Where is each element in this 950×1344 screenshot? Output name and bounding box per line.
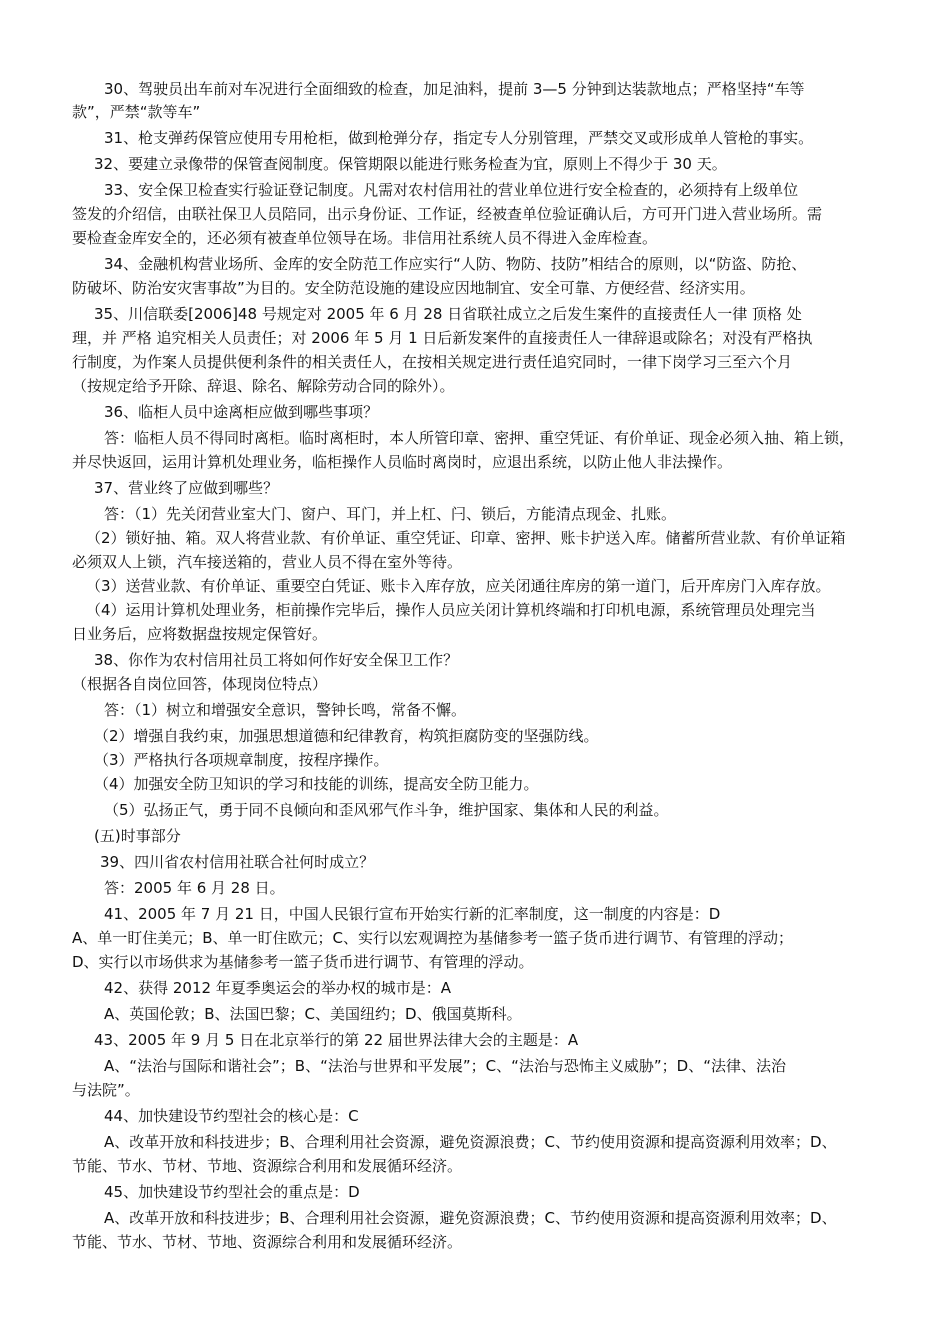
text-line: 30、驾驶员出车前对车况进行全面细致的检查，加足油料，提前 3—5 分钟到达装款地点；严格坚持“车等: [104, 80, 805, 98]
text-line: 必须双人上锁，汽车接送箱的，营业人员不得在室外等待。: [72, 553, 463, 571]
text-line: （3）严格执行各项规章制度，按程序操作。: [94, 751, 389, 769]
text-line: （按规定给予开除、辞退、除名、解除劳动合同的除外）。: [72, 377, 455, 395]
text-line: 答：（1）先关闭营业室大门、窗户、耳门，并上杠、闩、锁后，方能清点现金、扎账。: [104, 505, 677, 523]
text-line: 43、2005 年 9 月 5 日在北京举行的第 22 届世界法律大会的主题是：A: [94, 1031, 579, 1049]
text-line: 35、川信联委[2006]48 号规定对 2005 年 6 月 28 日省联社成立之后发生案件的直接责任人一律 顶格 处: [94, 305, 802, 323]
text-line: （2）锁好抽、箱。双人将营业款、有价单证、重空凭证、印章、密押、账卡护送入库。储蓄所营业款、有价单证箱: [86, 529, 846, 547]
text-line: 32、要建立录像带的保管查阅制度。保管期限以能进行账务检查为宜，原则上不得少于 30 天。: [94, 155, 727, 173]
text-line: 42、获得 2012 年夏季奥运会的举办权的城市是：A: [104, 979, 452, 997]
text-line: 34、金融机构营业场所、金库的安全防范工作应实行“人防、物防、技防”相结合的原则，以“防盗、防抢、: [104, 255, 807, 273]
text-line: 防破坏、防治安灾害事故”为目的。安全防范设施的建设应因地制宜、安全可靠、方便经营、经济实用。: [72, 279, 755, 297]
text-line: （根据各自岗位回答，体现岗位特点）: [72, 675, 328, 693]
text-line: 理，并 严格 追究相关人员责任；对 2006 年 5 月 1 日后新发案件的直接责任人一律辞退或除名；对没有严格执: [72, 329, 813, 347]
text-line: 节能、节水、节材、节地、资源综合利用和发展循环经济。: [72, 1157, 463, 1175]
text-line: 节能、节水、节材、节地、资源综合利用和发展循环经济。: [72, 1233, 463, 1251]
text-line: 39、四川省农村信用社联合社何时成立？: [100, 853, 375, 871]
text-line: （2）增强自我约束，加强思想道德和纪律教育，构筑拒腐防变的坚强防线。: [94, 727, 599, 745]
text-line: 并尽快返回，运用计算机处理业务，临柜操作人员临时离岗时，应退出系统，以防止他人非法操作。: [72, 453, 733, 471]
text-line: A、改革开放和科技进步；B、合理利用社会资源，避免资源浪费；C、节约使用资源和提高资源利用效率；D、: [104, 1133, 837, 1151]
text-line: 答：2005 年 6 月 28 日。: [104, 879, 285, 897]
text-line: 行制度，为作案人员提供便利条件的相关责任人，在按相关规定进行责任追究同时，一律下岗学习三至六个月: [72, 353, 793, 371]
text-line: (五)时事部分: [94, 827, 181, 845]
text-line: A、英国伦敦；B、法国巴黎；C、美国纽约；D、俄国莫斯科。: [104, 1005, 522, 1023]
text-line: 要检查金库安全的，还必须有被查单位领导在场。非信用社系统人员不得进入金库检查。: [72, 229, 658, 247]
text-line: 41、2005 年 7 月 21 日，中国人民银行宣布开始实行新的汇率制度，这一制度的内容是：D: [104, 905, 721, 923]
text-line: 日业务后，应将数据盘按规定保管好。: [72, 625, 328, 643]
text-line: （4）加强安全防卫知识的学习和技能的训练，提高安全防卫能力。: [94, 775, 539, 793]
text-line: 36、临柜人员中途离柜应做到哪些事项？: [104, 403, 379, 421]
text-line: A、“法治与国际和谐社会”；B、“法治与世界和平发展”；C、“法治与恐怖主义威胁”；D、“法律、法治: [104, 1057, 786, 1075]
text-line: 签发的介绍信，由联社保卫人员陪同，出示身份证、工作证，经被查单位验证确认后，方可开门进入营业场所。需: [72, 205, 823, 223]
text-line: 45、加快建设节约型社会的重点是：D: [104, 1183, 360, 1201]
text-line: A、单一盯住美元；B、单一盯住欧元；C、实行以宏观调控为基储参考一篮子货币进行调节、有管理的浮动；: [72, 929, 794, 947]
text-line: 答：（1）树立和增强安全意识，警钟长鸣，常备不懈。: [104, 701, 467, 719]
text-line: 33、安全保卫检查实行验证登记制度。凡需对农村信用社的营业单位进行安全检查的，必须持有上级单位: [104, 181, 799, 199]
text-line: A、改革开放和科技进步；B、合理利用社会资源，避免资源浪费；C、节约使用资源和提高资源利用效率；D、: [104, 1209, 837, 1227]
text-line: 款”，严禁“款等车”: [72, 103, 201, 121]
text-line: 答：临柜人员不得同时离柜。临时离柜时，本人所管印章、密押、重空凭证、有价单证、现金必须入抽、箱上锁，: [104, 429, 855, 447]
text-line: 44、加快建设节约型社会的核心是：C: [104, 1107, 359, 1125]
text-line: （4）运用计算机处理业务，柜前操作完毕后，操作人员应关闭计算机终端和打印机电源，系统管理员处理完当: [86, 601, 816, 619]
text-line: （5）弘扬正气，勇于同不良倾向和歪风邪气作斗争，维护国家、集体和人民的利益。: [104, 801, 669, 819]
text-line: 37、营业终了应做到哪些？: [94, 479, 279, 497]
text-line: 38、你作为农村信用社员工将如何作好安全保卫工作？: [94, 651, 459, 669]
text-line: D、实行以市场供求为基储参考一篮子货币进行调节、有管理的浮动。: [72, 953, 534, 971]
text-line: 31、枪支弹药保管应使用专用枪柜，做到枪弹分存，指定专人分别管理，严禁交叉或形成单人管枪的事实。: [104, 129, 814, 147]
text-line: （3）送营业款、有价单证、重要空白凭证、账卡入库存放，应关闭通往库房的第一道门，后开库房门入库存放。: [86, 577, 831, 595]
text-line: 与法院”。: [72, 1081, 140, 1099]
